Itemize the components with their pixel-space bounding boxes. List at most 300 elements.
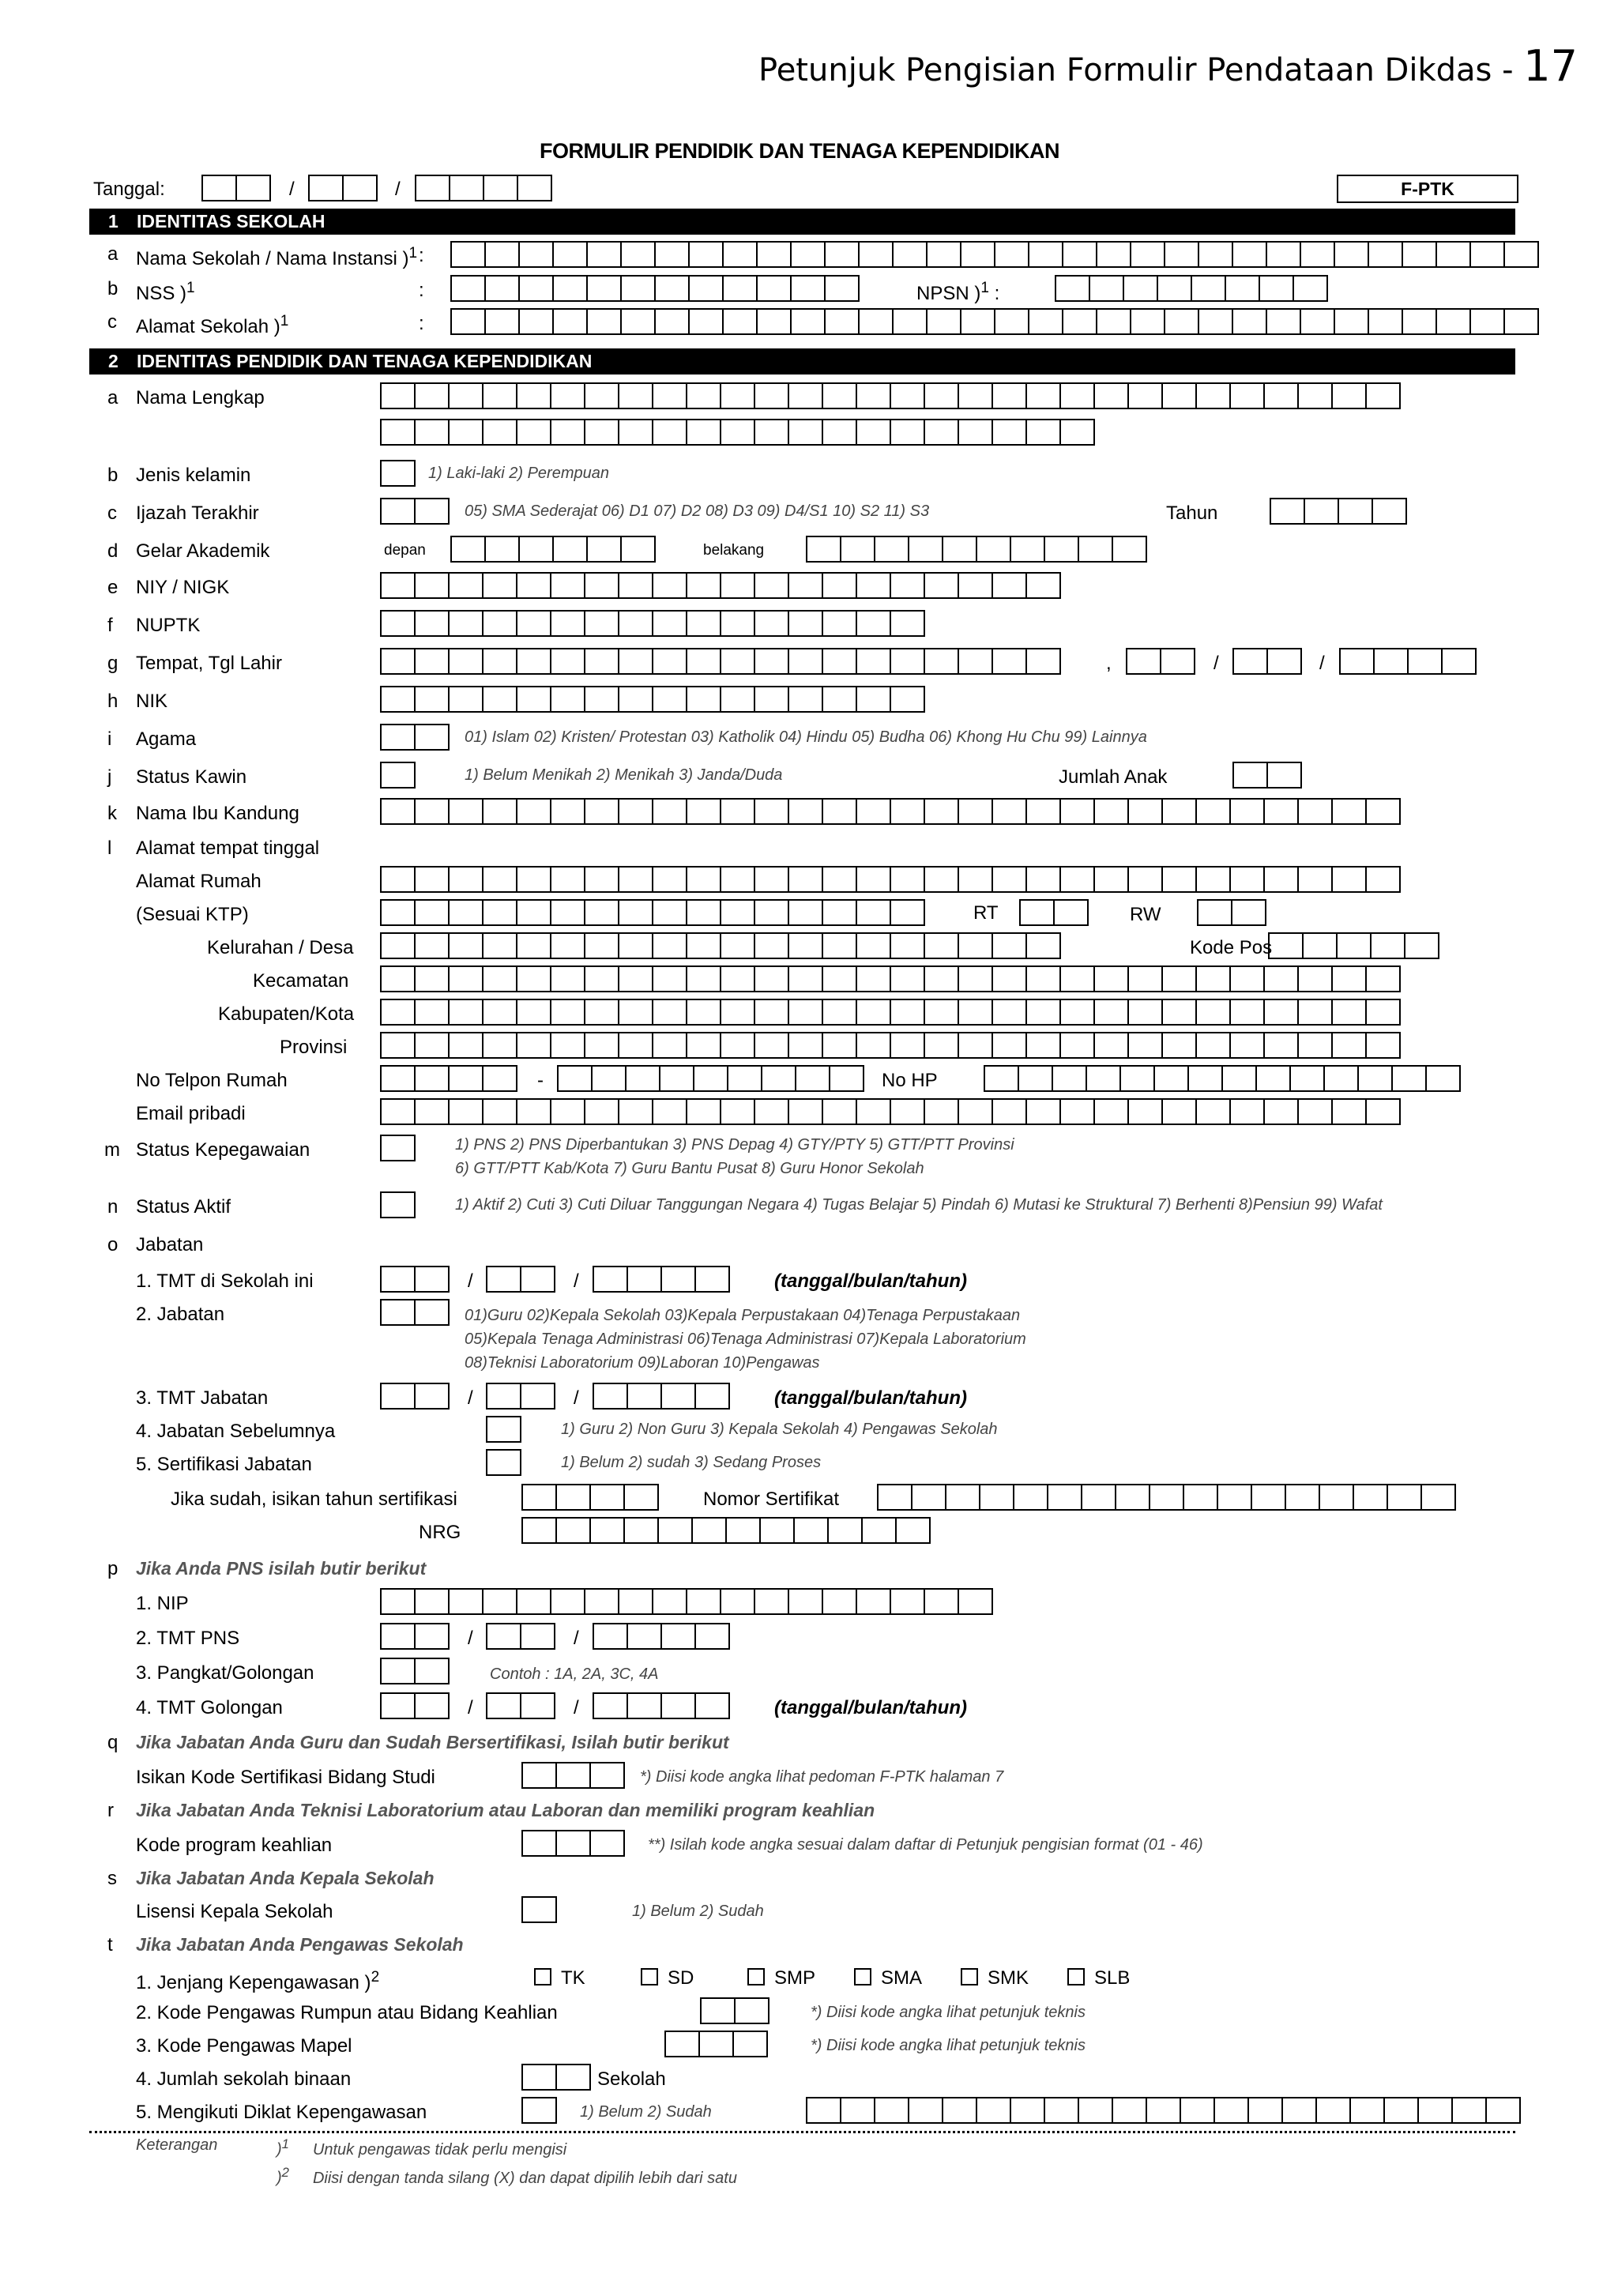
char-cell[interactable] [1336,932,1372,959]
char-cell[interactable] [654,275,690,302]
char-cell[interactable] [1263,1098,1299,1125]
char-cell[interactable] [788,648,823,675]
char-cell[interactable] [584,686,619,713]
char-cell[interactable] [958,999,993,1026]
char-cell[interactable] [380,610,416,637]
char-cell[interactable] [380,1032,416,1059]
char-cell[interactable] [482,572,517,599]
checkbox[interactable] [641,1968,658,1985]
char-cell[interactable] [1195,965,1231,992]
char-cell[interactable] [380,1098,416,1125]
char-cell[interactable] [686,999,721,1026]
checkbox[interactable] [961,1968,978,1985]
char-cell[interactable] [660,1383,696,1410]
char-cell[interactable] [516,866,551,893]
kode-rumpun-boxes[interactable] [700,1997,768,2024]
char-cell[interactable] [1115,1484,1150,1511]
char-cell[interactable] [754,572,789,599]
char-cell[interactable] [1112,2097,1147,2124]
char-cell[interactable] [1025,999,1061,1026]
char-cell[interactable] [1365,1032,1401,1059]
char-cell[interactable] [691,1517,727,1544]
char-cell[interactable] [448,1032,484,1059]
char-cell[interactable] [593,1692,628,1719]
char-cell[interactable] [856,686,891,713]
char-cell[interactable] [586,308,622,335]
char-cell[interactable] [1266,241,1301,268]
jenjang-option[interactable] [641,1967,747,1989]
char-cell[interactable] [414,1098,450,1125]
char-cell[interactable] [991,1098,1027,1125]
char-cell[interactable] [754,1098,789,1125]
char-cell[interactable] [450,308,486,335]
char-cell[interactable] [720,866,755,893]
char-cell[interactable] [686,1098,721,1125]
char-cell[interactable] [660,1266,696,1293]
char-cell[interactable] [790,241,826,268]
char-cell[interactable] [727,1065,762,1092]
char-cell[interactable] [652,572,687,599]
char-cell[interactable] [482,866,517,893]
char-cell[interactable] [1096,241,1131,268]
ibu-kandung-boxes[interactable] [380,798,1399,825]
char-cell[interactable] [924,419,959,446]
char-cell[interactable] [960,308,995,335]
char-cell[interactable] [788,932,823,959]
char-cell[interactable] [1089,275,1124,302]
char-cell[interactable] [890,1098,925,1125]
char-cell[interactable] [908,536,943,563]
char-cell[interactable] [380,724,416,751]
char-cell[interactable] [482,610,517,637]
tanggal-day[interactable] [201,175,269,201]
char-cell[interactable] [380,1135,416,1161]
char-cell[interactable] [1300,308,1335,335]
char-cell[interactable] [1297,866,1333,893]
char-cell[interactable] [720,999,755,1026]
char-cell[interactable] [652,610,687,637]
char-cell[interactable] [1387,1484,1422,1511]
char-cell[interactable] [516,899,551,926]
char-cell[interactable] [520,1692,555,1719]
char-cell[interactable] [856,899,891,926]
char-cell[interactable] [754,686,789,713]
char-cell[interactable] [380,1065,416,1092]
char-cell[interactable] [1221,1065,1257,1092]
char-cell[interactable] [1130,308,1165,335]
char-cell[interactable] [652,866,687,893]
char-cell[interactable] [890,1588,925,1615]
char-cell[interactable] [521,1762,557,1789]
char-cell[interactable] [720,686,755,713]
char-cell[interactable] [550,866,585,893]
char-cell[interactable] [790,275,826,302]
char-cell[interactable] [1229,866,1265,893]
char-cell[interactable] [584,899,619,926]
char-cell[interactable] [1232,762,1268,789]
char-cell[interactable] [824,275,860,302]
char-cell[interactable] [790,308,826,335]
char-cell[interactable] [827,1517,863,1544]
char-cell[interactable] [991,965,1027,992]
char-cell[interactable] [380,498,416,525]
char-cell[interactable] [1198,241,1233,268]
char-cell[interactable] [482,1098,517,1125]
char-cell[interactable] [380,1266,416,1293]
char-cell[interactable] [584,610,619,637]
char-cell[interactable] [754,419,789,446]
char-cell[interactable] [1293,275,1328,302]
char-cell[interactable] [924,932,959,959]
char-cell[interactable] [991,419,1027,446]
rt-boxes[interactable] [1019,899,1087,926]
char-cell[interactable] [486,1266,521,1293]
char-cell[interactable] [1289,1065,1325,1092]
char-cell[interactable] [1263,999,1299,1026]
char-cell[interactable] [516,932,551,959]
char-cell[interactable] [1229,798,1265,825]
char-cell[interactable] [856,572,891,599]
char-cell[interactable] [890,572,925,599]
char-cell[interactable] [1353,1484,1388,1511]
char-cell[interactable] [552,241,588,268]
char-cell[interactable] [1180,2097,1215,2124]
char-cell[interactable] [892,308,928,335]
char-cell[interactable] [380,1299,416,1326]
tanggal-year[interactable] [415,175,551,201]
char-cell[interactable] [486,1416,521,1443]
char-cell[interactable] [1368,241,1403,268]
char-cell[interactable] [660,1692,696,1719]
char-cell[interactable] [722,275,758,302]
char-cell[interactable] [754,1588,789,1615]
char-cell[interactable] [1059,999,1095,1026]
char-cell[interactable] [861,1517,897,1544]
tmt-pns-year[interactable] [593,1623,728,1650]
char-cell[interactable] [618,686,653,713]
char-cell[interactable] [1331,999,1367,1026]
char-cell[interactable] [1319,1484,1354,1511]
char-cell[interactable] [754,965,789,992]
char-cell[interactable] [720,1098,755,1125]
char-cell[interactable] [991,798,1027,825]
char-cell[interactable] [1349,2097,1385,2124]
nss-boxes[interactable] [450,275,858,302]
char-cell[interactable] [1010,2097,1045,2124]
char-cell[interactable] [1231,899,1266,926]
char-cell[interactable] [1149,1484,1184,1511]
char-cell[interactable] [449,175,484,201]
char-cell[interactable] [788,686,823,713]
char-cell[interactable] [1161,965,1197,992]
char-cell[interactable] [991,382,1027,409]
char-cell[interactable] [1127,999,1163,1026]
char-cell[interactable] [1028,241,1063,268]
char-cell[interactable] [942,536,977,563]
char-cell[interactable] [1161,999,1197,1026]
jenjang-option[interactable] [747,1967,854,1989]
char-cell[interactable] [754,798,789,825]
char-cell[interactable] [958,419,993,446]
char-cell[interactable] [618,572,653,599]
char-cell[interactable] [521,1830,557,1857]
char-cell[interactable] [686,1588,721,1615]
char-cell[interactable] [720,648,755,675]
char-cell[interactable] [945,1484,980,1511]
char-cell[interactable] [1315,2097,1351,2124]
char-cell[interactable] [911,1484,946,1511]
char-cell[interactable] [521,2097,557,2124]
char-cell[interactable] [694,1266,730,1293]
kode-sertifikasi-boxes[interactable] [521,1762,623,1789]
char-cell[interactable] [414,1658,450,1684]
char-cell[interactable] [1297,382,1333,409]
char-cell[interactable] [586,241,622,268]
char-cell[interactable] [380,648,416,675]
char-cell[interactable] [1146,2097,1181,2124]
char-cell[interactable] [1059,866,1095,893]
char-cell[interactable] [1028,308,1063,335]
char-cell[interactable] [725,1517,761,1544]
kode-pos-boxes[interactable] [1268,932,1438,959]
char-cell[interactable] [618,899,653,926]
char-cell[interactable] [1266,762,1302,789]
nip-boxes[interactable] [380,1588,991,1615]
char-cell[interactable] [1055,275,1090,302]
char-cell[interactable] [688,308,724,335]
char-cell[interactable] [1263,798,1299,825]
char-cell[interactable] [890,382,925,409]
ijazah-boxes[interactable] [380,498,448,525]
char-cell[interactable] [484,308,520,335]
char-cell[interactable] [550,1588,585,1615]
alamat-rumah-boxes[interactable] [380,866,1399,893]
char-cell[interactable] [1126,648,1161,675]
char-cell[interactable] [1247,2097,1283,2124]
char-cell[interactable] [448,999,484,1026]
char-cell[interactable] [822,1032,857,1059]
char-cell[interactable] [584,382,619,409]
char-cell[interactable] [700,1997,736,2024]
char-cell[interactable] [895,1517,931,1544]
jumlah-binaan-boxes[interactable] [521,2064,589,2091]
char-cell[interactable] [516,686,551,713]
char-cell[interactable] [788,965,823,992]
char-cell[interactable] [1025,382,1061,409]
char-cell[interactable] [958,1588,993,1615]
char-cell[interactable] [958,1098,993,1125]
char-cell[interactable] [414,382,450,409]
char-cell[interactable] [486,1692,521,1719]
char-cell[interactable] [550,382,585,409]
char-cell[interactable] [584,866,619,893]
gelar-depan-boxes[interactable] [450,536,654,563]
char-cell[interactable] [822,572,857,599]
telpon-area-boxes[interactable] [380,1065,516,1092]
char-cell[interactable] [1195,1032,1231,1059]
char-cell[interactable] [552,308,588,335]
char-cell[interactable] [1373,648,1409,675]
char-cell[interactable] [958,866,993,893]
char-cell[interactable] [584,648,619,675]
char-cell[interactable] [1232,308,1267,335]
char-cell[interactable] [450,275,486,302]
char-cell[interactable] [1059,419,1095,446]
char-cell[interactable] [856,610,891,637]
char-cell[interactable] [991,1032,1027,1059]
char-cell[interactable] [1331,1032,1367,1059]
char-cell[interactable] [824,308,860,335]
char-cell[interactable] [625,1065,660,1092]
status-aktif-box[interactable] [380,1191,414,1218]
char-cell[interactable] [874,536,909,563]
char-cell[interactable] [550,899,585,926]
char-cell[interactable] [1025,419,1061,446]
char-cell[interactable] [720,932,755,959]
char-cell[interactable] [1195,798,1231,825]
char-cell[interactable] [380,899,416,926]
char-cell[interactable] [652,382,687,409]
char-cell[interactable] [589,1762,625,1789]
char-cell[interactable] [1425,1065,1461,1092]
char-cell[interactable] [984,1065,1019,1092]
char-cell[interactable] [856,382,891,409]
char-cell[interactable] [380,762,416,789]
npsn-boxes[interactable] [1055,275,1326,302]
char-cell[interactable] [795,1065,830,1092]
char-cell[interactable] [1420,1484,1456,1511]
char-cell[interactable] [414,1032,450,1059]
char-cell[interactable] [414,932,450,959]
char-cell[interactable] [1161,1032,1197,1059]
char-cell[interactable] [793,1517,829,1544]
alamat-sekolah-boxes[interactable] [450,308,1537,335]
checkbox[interactable] [534,1968,551,1985]
char-cell[interactable] [414,1299,450,1326]
char-cell[interactable] [1338,498,1373,525]
char-cell[interactable] [448,1065,484,1092]
char-cell[interactable] [618,999,653,1026]
char-cell[interactable] [1161,866,1197,893]
char-cell[interactable] [890,965,925,992]
char-cell[interactable] [693,1065,728,1092]
char-cell[interactable] [414,899,450,926]
char-cell[interactable] [620,536,656,563]
char-cell[interactable] [858,308,894,335]
char-cell[interactable] [1195,999,1231,1026]
char-cell[interactable] [380,1588,416,1615]
tmt-pns-day[interactable] [380,1623,448,1650]
char-cell[interactable] [482,932,517,959]
tmt-sekolah-month[interactable] [486,1266,554,1293]
char-cell[interactable] [482,798,517,825]
char-cell[interactable] [788,999,823,1026]
jenjang-option[interactable] [1067,1967,1174,1989]
pangkat-boxes[interactable] [380,1658,448,1684]
char-cell[interactable] [1232,648,1268,675]
char-cell[interactable] [448,932,484,959]
char-cell[interactable] [550,648,585,675]
char-cell[interactable] [824,241,860,268]
char-cell[interactable] [1093,965,1129,992]
char-cell[interactable] [1062,308,1097,335]
char-cell[interactable] [517,175,552,201]
char-cell[interactable] [584,932,619,959]
jabatan-sebelumnya-box[interactable] [486,1416,520,1443]
char-cell[interactable] [654,241,690,268]
char-cell[interactable] [1183,1484,1218,1511]
char-cell[interactable] [486,1383,521,1410]
char-cell[interactable] [448,1098,484,1125]
char-cell[interactable] [448,899,484,926]
char-cell[interactable] [448,798,484,825]
char-cell[interactable] [584,1032,619,1059]
char-cell[interactable] [414,965,450,992]
char-cell[interactable] [926,241,961,268]
char-cell[interactable] [694,1623,730,1650]
char-cell[interactable] [788,798,823,825]
char-cell[interactable] [1391,1065,1427,1092]
char-cell[interactable] [652,686,687,713]
char-cell[interactable] [732,2031,768,2057]
telpon-boxes[interactable] [557,1065,863,1092]
char-cell[interactable] [414,686,450,713]
char-cell[interactable] [856,1588,891,1615]
char-cell[interactable] [822,1588,857,1615]
char-cell[interactable] [890,610,925,637]
char-cell[interactable] [1436,241,1471,268]
char-cell[interactable] [1232,241,1267,268]
char-cell[interactable] [1365,866,1401,893]
char-cell[interactable] [482,686,517,713]
char-cell[interactable] [822,648,857,675]
char-cell[interactable] [557,1065,593,1092]
alamat-rumah-boxes-2[interactable] [380,899,924,926]
char-cell[interactable] [415,175,450,201]
char-cell[interactable] [1059,382,1095,409]
tmt-sekolah-year[interactable] [593,1266,728,1293]
char-cell[interactable] [380,1383,416,1410]
tmt-golongan-month[interactable] [486,1692,554,1719]
char-cell[interactable] [976,536,1011,563]
char-cell[interactable] [482,1588,517,1615]
char-cell[interactable] [1052,1065,1087,1092]
char-cell[interactable] [1334,308,1369,335]
char-cell[interactable] [1093,798,1129,825]
char-cell[interactable] [555,1762,591,1789]
char-cell[interactable] [1217,1484,1252,1511]
char-cell[interactable] [550,419,585,446]
nama-sekolah-boxes[interactable] [450,241,1537,268]
char-cell[interactable] [788,610,823,637]
char-cell[interactable] [448,382,484,409]
char-cell[interactable] [518,275,554,302]
kelurahan-boxes[interactable] [380,932,1059,959]
char-cell[interactable] [722,308,758,335]
char-cell[interactable] [652,965,687,992]
char-cell[interactable] [1010,536,1045,563]
char-cell[interactable] [1161,1098,1197,1125]
char-cell[interactable] [448,1588,484,1615]
char-cell[interactable] [482,899,517,926]
char-cell[interactable] [516,572,551,599]
char-cell[interactable] [720,572,755,599]
kecamatan-boxes[interactable] [380,965,1399,992]
char-cell[interactable] [483,175,518,201]
char-cell[interactable] [958,572,993,599]
char-cell[interactable] [994,241,1029,268]
char-cell[interactable] [482,382,517,409]
